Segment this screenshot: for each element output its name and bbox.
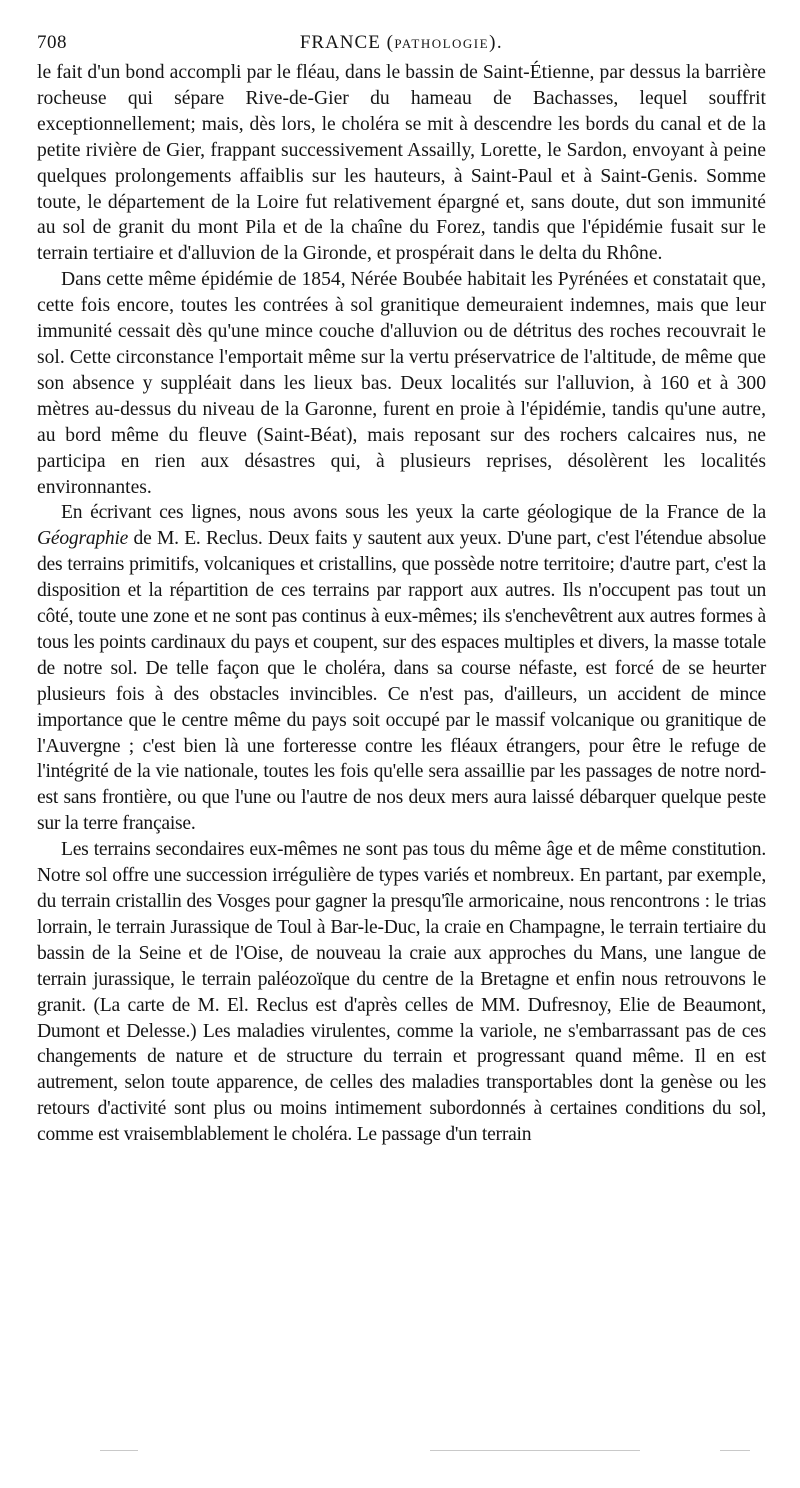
bottom-print-marks xyxy=(100,1450,760,1452)
running-title xyxy=(37,32,766,54)
paragraph-geological-map xyxy=(37,500,766,837)
running-head xyxy=(37,28,766,60)
paragraph-text-start: En écrivant ces lignes, nous avons sous les yeux la carte géologique de la France de la xyxy=(61,502,766,524)
running-title-sub: (pathologie). xyxy=(386,32,504,53)
print-mark xyxy=(720,1450,750,1451)
print-mark xyxy=(100,1450,138,1451)
page-number: 708 xyxy=(37,32,67,53)
paragraph-boubee: Dans cette même épidémie de 1854, Nérée Boubée habitait les Pyrénées et constatait que, cette fois encore, toutes les contrées à sol granitique demeuraient indemnes, mais que leur immunité cessait dès qu'une mince couche d'alluvion ou de détritus des roches recouvrait le sol. Cette circonstance l'emportait même sur la vertu préservatrice de l'altitude, de même que son absence y suppléait dans les lieux bas. Deux localités sur l'alluvion, à 160 et à 300 mètres au-dessus du niveau de la Garonne, furent en proie à l'épidémie, tandis qu'une autre, au bord même du fleuve (Saint-Béat), mais reposant sur des rochers calcaires nus, ne participa en rien aux désastres qui, à plusieurs reprises, désolèrent les localités environnantes. xyxy=(37,269,766,498)
body-text xyxy=(37,60,766,1148)
running-title-main: FRANCE xyxy=(299,32,381,53)
print-mark xyxy=(430,1450,640,1451)
paragraph-text-end: de M. E. Reclus. Deux faits y sautent aux yeux. D'une part, c'est l'étendue absolue des terrains primitifs, volcaniques et cristallins, que possède notre territoire; d'autre part, c'est la disposition et la répartition de ces terrains par rapport aux autres. Ils n'occupent pas tout un côté, toute une zone et ne sont pas continus à eux-mêmes; ils s'enchevêtrent aux autres formes à tous les points cardinaux du pays et coupent, sur des espaces multiples et divers, la masse totale de notre sol. De telle façon que le choléra, dans sa course néfaste, est forcé de se heurter plusieurs fois à des obstacles invincibles. Ce n'est pas, d'ailleurs, un accident de mince importance que le centre même du pays soit occupé par le massif volcanique ou granitique de l'Auvergne ; c'est bien là une forteresse contre les fléaux étrangers, pour être le refuge de l'intégrité de la vie nationale, toutes les fois qu'elle sera assaillie par les passages de notre nord-est sans frontière, ou que l'une ou l'autre de nos deux mers aura laissé débarquer quelque peste sur la terre française. xyxy=(37,528,766,835)
italic-title: Géographie xyxy=(37,528,129,550)
paragraph-continued: le fait d'un bond accompli par le fléau, dans le bassin de Saint-Étienne, par dessus la barrière rocheuse qui sépare Rive-de-Gier du hameau de Bachasses, lequel souffrit exceptionnellement; mais, dès lors, le choléra se mit à descendre les bords du canal et de la petite rivière de Gier, frappant successivement Assailly, Lorette, le Sardon, envoyant à peine quelques prolongements affaiblis sur les hauteurs, à Saint-Paul et à Saint-Genis. Somme toute, le département de la Loire fut relativement épargné et, sans doute, dut son immunité au sol de granit du mont Pila et de la chaîne du Forez, tandis que l'épidémie fusait sur le terrain tertiaire et d'alluvion de la Gironde, et prospérait dans le delta du Rhône. xyxy=(37,62,766,265)
page xyxy=(37,28,766,1148)
paragraph-secondary-terrains: Les terrains secondaires eux-mêmes ne sont pas tous du même âge et de même constitution. Notre sol offre une succession irrégulière de types variés et nombreux. En partant, par exemple, du terrain cristallin des Vosges pour gagner la presqu'île armoricaine, nous rencontrons : le trias lorrain, le terrain Jurassique de Toul à Bar-le-Duc, la craie en Champagne, le terrain tertiaire du bassin de la Seine et de l'Oise, de nouveau la craie aux approches du Mans, une langue de terrain jurassique, le terrain paléozoïque du centre de la Bretagne et enfin nous retrouvons le granit. (La carte de M. El. Reclus est d'après celles de MM. Dufresnoy, Elie de Beaumont, Dumont et Delesse.) Les maladies virulentes, comme la variole, ne s'embarrassant pas de ces changements de nature et de structure du terrain et progressant quand même. Il en est autrement, selon toute apparence, de celles des maladies transportables dont la genèse ou les retours d'activité sont plus ou moins intimement subordonnés à certaines conditions du sol, comme est vraisemblablement le choléra. Le passage d'un terrain xyxy=(37,839,766,1146)
